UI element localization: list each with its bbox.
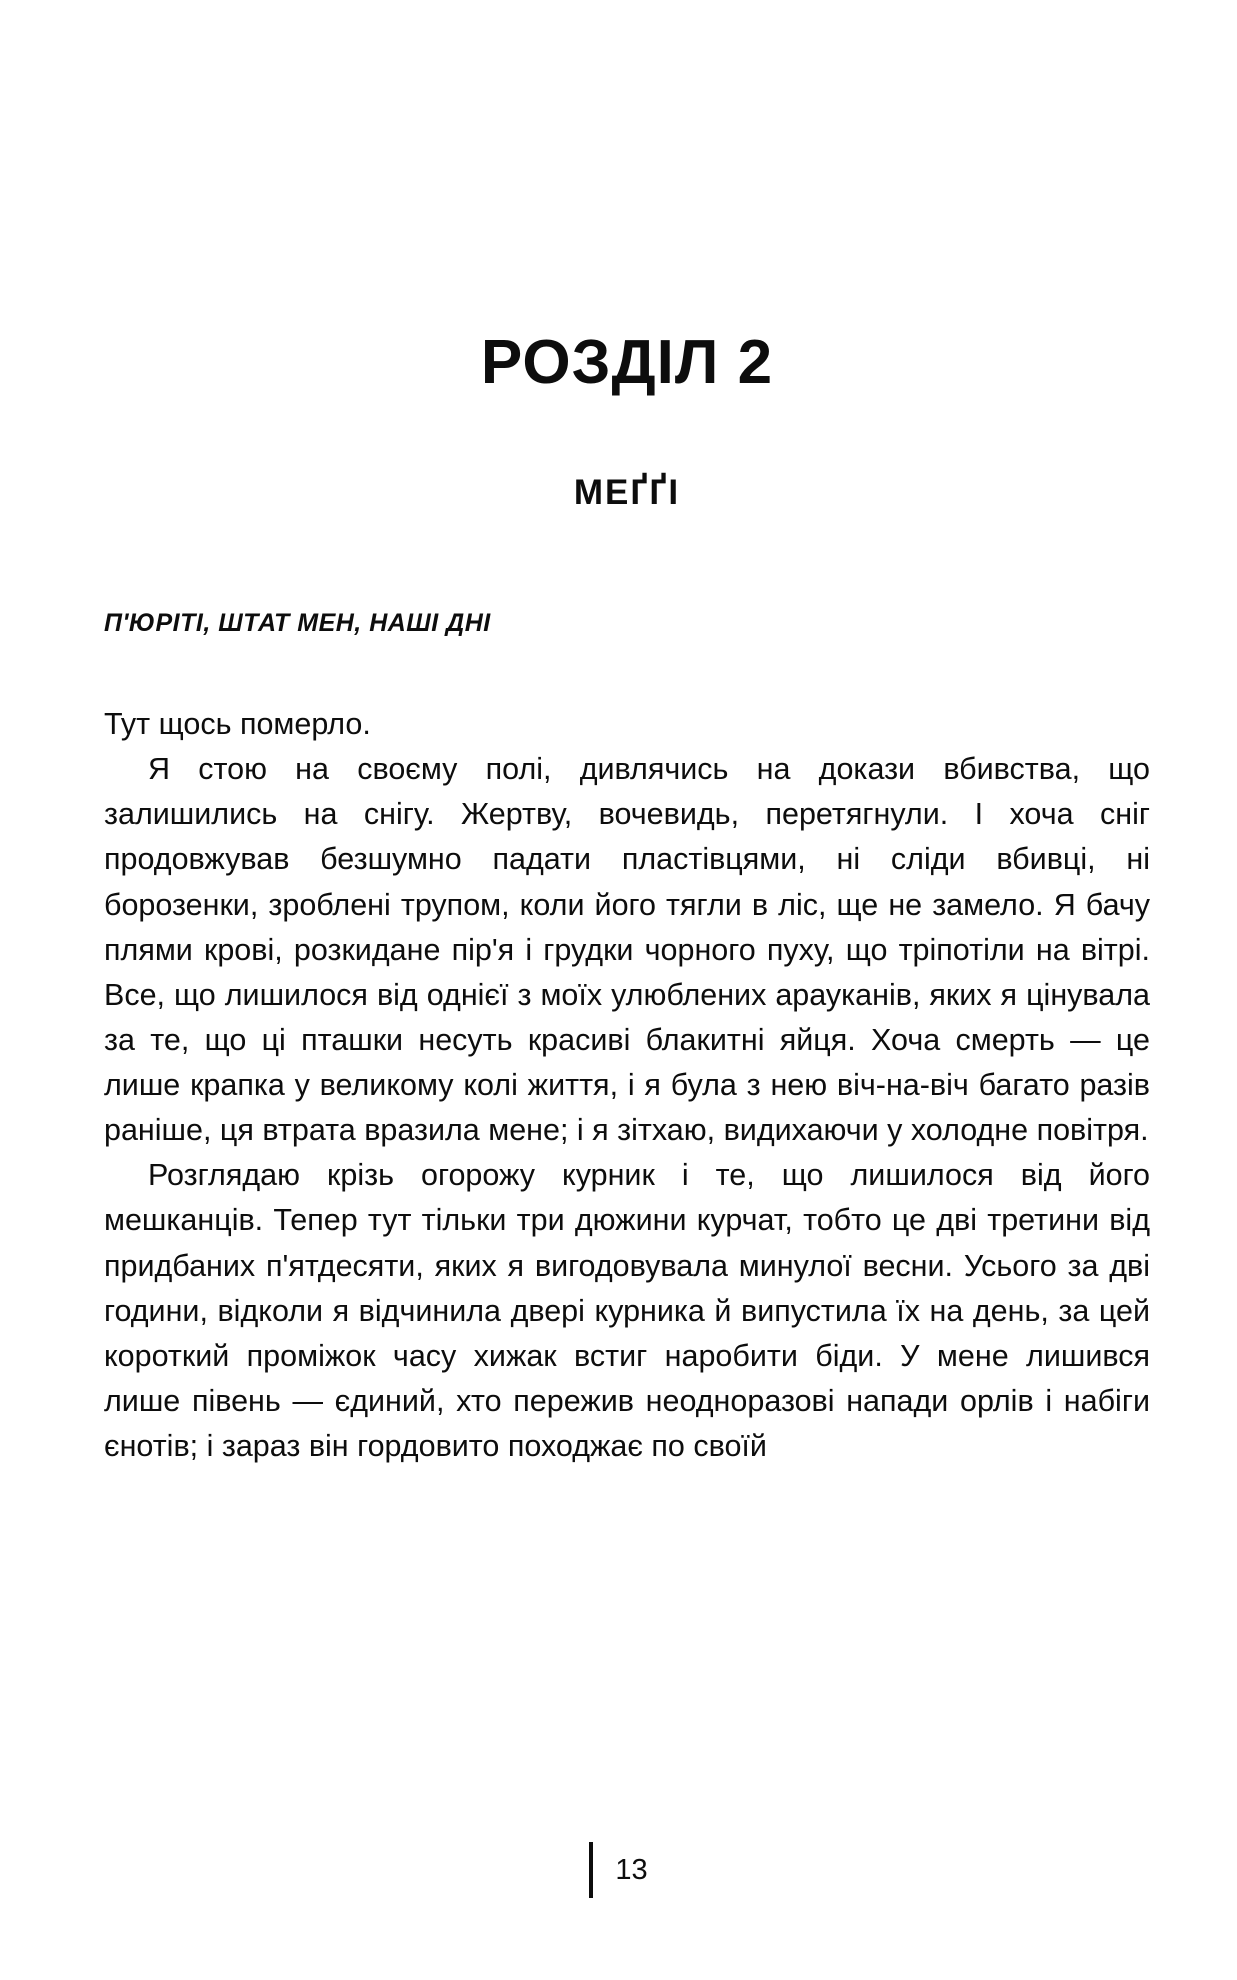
- body-text: [104, 702, 1150, 1469]
- dateline: П'ЮРІТІ, ШТАТ МЕН, НАШІ ДНІ: [104, 609, 491, 638]
- chapter-number: РОЗДІЛ 2: [480, 328, 774, 397]
- paragraph: Тут щось померло.: [104, 707, 371, 742]
- footer-rule: [589, 1842, 593, 1898]
- page-number: 13: [615, 1853, 648, 1886]
- page-content: [104, 330, 1150, 1469]
- paragraph: Розглядаю крізь огорожу курник і те, що лишилося від його мешканців. Тепер тут тільки три дюжини курчат, тобто це дві третини від придбаних п'ятдесяти, яких я вигодовувала минулої весни. Усього за дві години, відколи я відчинила двері курника й випустила їх на день, за цей короткий проміжок часу хижак встиг наробити біди. У мене лишився лише півень — єдиний, хто пережив неодноразові напади орлів і набіги єнотів; і зараз він гордовито походжає по своїй: [104, 1158, 1150, 1464]
- chapter-title: МЕҐҐІ: [573, 473, 681, 513]
- page-footer: [0, 1840, 1237, 1900]
- paragraph: Я стою на своєму полі, дивлячись на докази вбивства, що залишились на снігу. Жертву, вочевидь, перетягнули. І хоча сніг продовжував безшумно падати пластівцями, ні сліди вбивці, ні борозенки, зроблені трупом, коли його тягли в ліс, ще не замело. Я бачу плями крові, розкидане пір'я і грудки чорного пуху, що тріпотіли на вітрі. Все, що лишилося від однієї з моїх улюблених арауканів, яких я цінувала за те, що ці пташки несуть красиві блакитні яйця. Хоча смерть — це лише крапка у великому колі життя, і я була з нею віч-на-віч багато разів раніше, ця втрата вразила мене; і я зітхаю, видихаючи у холодне повітря.: [104, 752, 1150, 1148]
